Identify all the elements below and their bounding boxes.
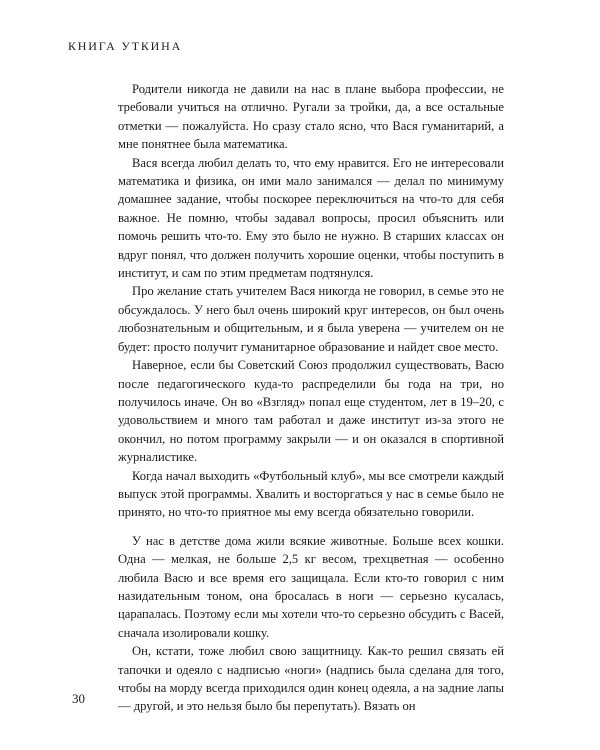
paragraph: Вася всегда любил делать то, что ему нравится. Его не интересовали математика и физика, он ими мало занимался — делал по минимуму домашнее задание, чтобы поскорее переключиться на что-то для себя важное. Не помню, чтобы задавал вопросы, просил объяснить или помочь решить что-то. Ему это было не нужно. В старших классах он вдруг понял, что должен получить хорошие оценки, чтобы поступить в институт, и сам по этим предметам подтянулся. xyxy=(118,155,504,281)
paragraph: Наверное, если бы Советский Союз продолжил существовать, Васю после педагогического куда-то распределили бы года на три, но получилось иначе. Он во «Взгляд» попал еще студентом, лет в 19–20, с удовольствием и много там работал и даже институт из-за этого не окончил, но потом программу закрыли — и он оказался в спортивной журналистике. xyxy=(118,358,504,465)
section-break xyxy=(118,522,504,532)
paragraph: Он, кстати, тоже любил свою защитницу. Как-то решил связать ей тапочки и одеяло с надписью «ноги» (надпись была сделана для того, чтобы на морду всегда приходился один конец одеяла, а на задние лапы — другой, и это нельзя было бы перепутать). Вязать он xyxy=(118,644,504,714)
page-number: 30 xyxy=(72,691,85,706)
running-title: КНИГА УТКИНА xyxy=(68,39,183,53)
main-text xyxy=(118,80,504,716)
paragraph: У нас в детстве дома жили всякие животные. Больше всех кошки. Одна — мелкая, не больше 2,5 кг весом, трехцветная — особенно любила Васю и все время его защищала. Если кто-то говорил с ним назидательным тоном, она бросалась в ноги — серьезно кусалась, царапалась. Поэтому если мы хотели что-то серьезно обсудить с Васей, сначала изолировали кошку. xyxy=(118,533,504,640)
paragraph: Родители никогда не давили на нас в плане выбора профессии, не требовали учиться на отлично. Ругали за тройки, да, а все остальные отметки — пожалуйста. Но сразу стало ясно, что Вася гуманитарий, а мне понятнее была математика. xyxy=(118,82,504,152)
paragraph: Про желание стать учителем Вася никогда не говорил, в семье это не обсуждалось. У него был очень широкий круг интересов, он был очень любознательным и общительным, и я была уверена — учителем он не будет: просто получит гуманитарное образование и найдет свое место. xyxy=(118,284,504,354)
paragraph: Когда начал выходить «Футбольный клуб», мы все смотрели каждый выпуск этой программы. Хвалить и восторгаться у нас в семье было не принято, но что-то приятное мы ему всегда обязательно говорили. xyxy=(118,468,504,520)
